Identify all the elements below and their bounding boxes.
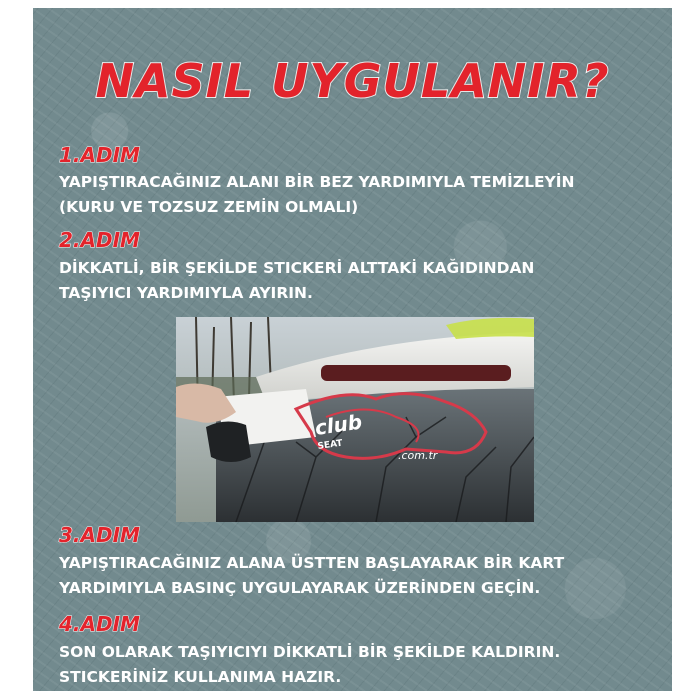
- step-1-line-1: YAPIŞTIRACAĞINIZ ALANI BİR BEZ YARDIMIYLA TEMİZLEYİN: [59, 173, 575, 191]
- brake-light: [321, 365, 511, 381]
- sticker-domain-text: .com.tr: [398, 449, 438, 462]
- sticker-seat-text: SEAT: [317, 438, 344, 452]
- step-1-text: [59, 170, 659, 220]
- step-3-line-2: YARDIMIYLA BASINÇ UYGULAYARAK ÜZERİNDEN GEÇİN.: [59, 579, 541, 597]
- instruction-card: [33, 8, 672, 691]
- photo-illustration: [176, 317, 534, 522]
- sticker-club-text: club: [313, 409, 364, 440]
- right-hand-glove: [206, 421, 251, 462]
- page-title: NASIL UYGULANIR?: [95, 54, 610, 108]
- step-4-line-1: SON OLARAK TAŞIYICIYI DİKKATLİ BİR ŞEKİLDE KALDIRIN.: [59, 643, 561, 661]
- step-2-line-2: TAŞIYICI YARDIMIYLA AYIRIN.: [59, 284, 313, 302]
- step-1-line-2: (KURU VE TOZSUZ ZEMİN OLMALI): [59, 198, 359, 216]
- step-3-line-1: YAPIŞTIRACAĞINIZ ALANA ÜSTTEN BAŞLAYARAK BİR KART: [59, 554, 565, 572]
- step-1-heading: 1.ADIM: [59, 143, 140, 167]
- step-2-heading: 2.ADIM: [59, 228, 140, 252]
- step-2-line-1: DİKKATLİ, BİR ŞEKİLDE STICKERİ ALTTAKİ KAĞIDINDAN: [59, 259, 535, 277]
- step-4-line-2: STICKERİNİZ KULLANIMA HAZIR.: [59, 668, 342, 686]
- step-3-text: [59, 551, 659, 601]
- step-4-text: [59, 640, 659, 690]
- application-photo: [176, 317, 534, 522]
- step-4-heading: 4.ADIM: [59, 612, 140, 636]
- step-2-text: [59, 256, 659, 306]
- step-3-heading: 3.ADIM: [59, 523, 140, 547]
